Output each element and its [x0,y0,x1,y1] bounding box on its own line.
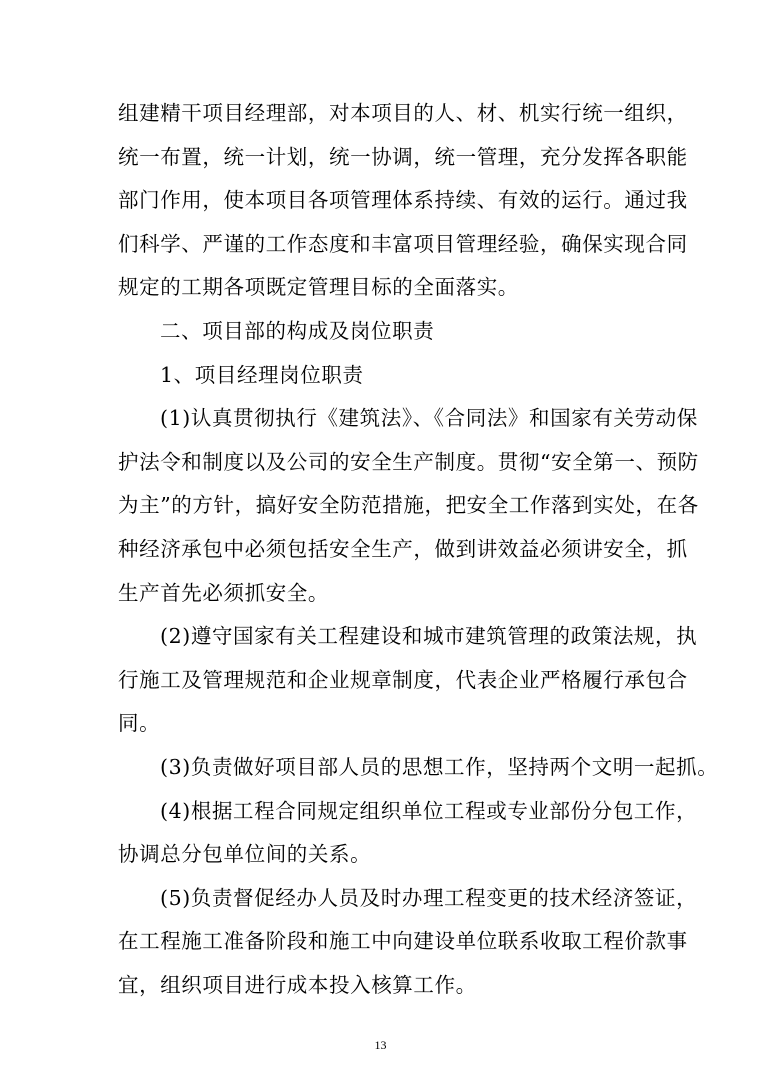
section-heading [118,310,642,354]
text-line: 种经济承包中必须包括安全生产，做到讲效益必须讲安全，抓 [118,536,688,561]
text-line: 同。 [118,711,161,736]
paragraph-item-4 [118,790,698,877]
text-line: (4)根据工程合同规定组织单位工程或专业部份分包工作， [160,798,698,823]
body-text [118,92,719,1007]
text-line: (1)认真贯彻执行《建筑法》、《合同法》和国家有关劳动保 [160,406,698,431]
text-line: (5)负责督促经办人员及时办理工程变更的技术经济签证， [160,885,698,910]
text-line: 行施工及管理规范和企业规章制度，代表企业严格履行承包合 [118,667,688,692]
paragraph-intro [118,92,688,310]
text-line: 宜，组织项目进行成本投入核算工作。 [118,972,477,997]
text-line: 在工程施工准备阶段和施工中向建设单位联系收取工程价款事 [118,929,688,954]
text-line: 组建精干项目经理部，对本项目的人、材、机实行统一组织， [118,101,688,125]
heading-text: 二、项目部的构成及岗位职责 [160,318,435,343]
text-line: 们科学、严谨的工作态度和丰富项目管理经验，确保实现合同 [118,231,688,256]
text-line: 统一布置，统一计划，统一协调，统一管理，充分发挥各职能 [118,144,688,169]
paragraph-item-5 [118,877,698,1008]
text-line: 部门作用，使本项目各项管理体系持续、有效的运行。通过我 [118,188,688,213]
text-line: 规定的工期各项既定管理目标的全面落实。 [118,275,519,300]
subsection-heading [118,354,642,398]
text-line: 生产首先必须抓安全。 [118,580,329,605]
text-line: 护法令和制度以及公司的安全生产制度。贯彻“安全第一、预防 [118,449,699,474]
paragraph-item-3 [118,746,719,790]
heading-text: 1、项目经理岗位职责 [160,362,364,387]
text-line: 协调总分包单位间的关系。 [118,842,372,867]
paragraph-item-1 [118,397,699,615]
text-line: 为主”的方针，搞好安全防范措施，把安全工作落到实处，在各 [118,493,699,518]
text-line: (3)负责做好项目部人员的思想工作，坚持两个文明一起抓。 [160,754,719,779]
paragraph-item-2 [118,615,698,746]
page-number: 13 [374,1038,387,1052]
text-line: (2)遵守国家有关工程建设和城市建筑管理的政策法规，执 [160,624,698,649]
